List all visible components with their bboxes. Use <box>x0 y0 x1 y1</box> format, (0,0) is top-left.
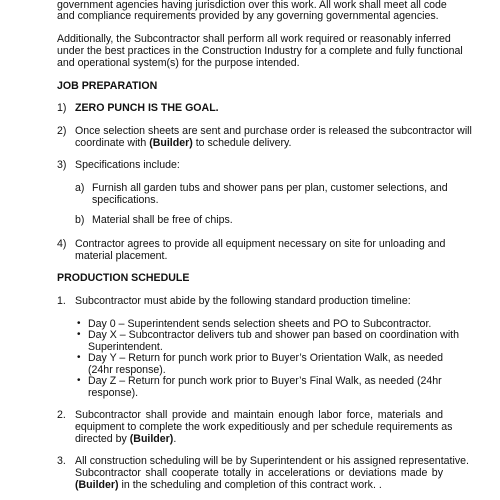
intro-line-4: under the best practices in the Construction Industry for a complete and fully functional <box>57 45 463 57</box>
job-item-3-text: Specifications include: <box>75 159 180 171</box>
timeline-day-y-line-2: (24hr response). <box>88 364 166 376</box>
prod-item-2-line-3: directed by (Builder). <box>75 433 177 445</box>
prod-item-3-line-2: Subcontractor shall cooperate totally in accelerations or deviations made by <box>75 467 443 479</box>
job-item-4-line-2: material placement. <box>75 250 168 262</box>
bullet: • <box>77 375 81 386</box>
spec-a-line-1: Furnish all garden tubs and shower pans per plan, customer selections, and <box>92 182 448 194</box>
spec-b-text: Material shall be free of chips. <box>92 214 233 226</box>
timeline-day-z-line-1: Day Z – Return for punch work prior to Buyer’s Final Walk, as needed (24hr <box>88 375 442 387</box>
production-schedule-heading: PRODUCTION SCHEDULE <box>57 272 190 284</box>
intro-line-2: and compliance requirements provided by any governing governmental agencies. <box>57 10 439 22</box>
builder-ref: (Builder) <box>75 479 119 491</box>
prod-item-2-line-2: equipment to complete the work expeditiously and per schedule requirements as <box>75 421 453 433</box>
intro-line-1: government agencies having jurisdiction over this work. All work shall meet all code <box>57 0 447 11</box>
job-item-1-number: 1) <box>57 102 67 114</box>
spec-a-line-2: specifications. <box>92 194 159 206</box>
timeline-day-z-line-2: response). <box>88 387 139 399</box>
bullet: • <box>77 318 81 329</box>
bullet: • <box>77 329 81 340</box>
prod-item-1-text: Subcontractor must abide by the following standard production timeline: <box>75 295 411 307</box>
prod-item-3-line-3: (Builder) in the scheduling and completion of this contract work. . <box>75 479 382 491</box>
timeline-day-y-line-1: Day Y – Return for punch work prior to Buyer’s Orientation Walk, as needed <box>88 352 444 364</box>
builder-ref: (Builder) <box>149 137 193 149</box>
prod-item-2-number: 2. <box>57 409 66 421</box>
timeline-day-x-line-2: Superintendent. <box>88 341 163 353</box>
job-preparation-heading: JOB PREPARATION <box>57 80 158 92</box>
job-item-2-line-1: Once selection sheets are sent and purchase order is released the subcontractor will <box>75 125 472 137</box>
job-item-4-number: 4) <box>57 238 67 250</box>
prod-item-3-line-1: All construction scheduling will be by Superintendent or his assigned representative. <box>75 455 469 467</box>
prod-item-2-line-1: Subcontractor shall provide and maintain enough labor force, materials and <box>75 409 443 421</box>
spec-b-label: b) <box>75 214 85 226</box>
timeline-day-x-line-1: Day X – Subcontractor delivers tub and shower pan based on coordination with <box>88 329 460 341</box>
job-item-2-line-2: coordinate with (Builder) to schedule delivery. <box>75 137 292 149</box>
job-item-2-number: 2) <box>57 125 67 137</box>
bullet: • <box>77 352 81 363</box>
spec-a-label: a) <box>75 182 85 194</box>
timeline-day-0: Day 0 – Superintendent sends selection sheets and PO to Subcontractor. <box>88 318 432 330</box>
job-item-1-text: ZERO PUNCH IS THE GOAL. <box>75 102 219 114</box>
intro-line-5: and operational system(s) for the purpose intended. <box>57 57 300 69</box>
job-item-3-number: 3) <box>57 159 67 171</box>
job-item-4-line-1: Contractor agrees to provide all equipment necessary on site for unloading and <box>75 238 446 250</box>
builder-ref: (Builder) <box>129 433 174 445</box>
prod-item-1-number: 1. <box>57 295 66 307</box>
intro-line-3: Additionally, the Subcontractor shall perform all work required or reasonably inferred <box>57 33 451 45</box>
prod-item-3-number: 3. <box>57 455 66 467</box>
